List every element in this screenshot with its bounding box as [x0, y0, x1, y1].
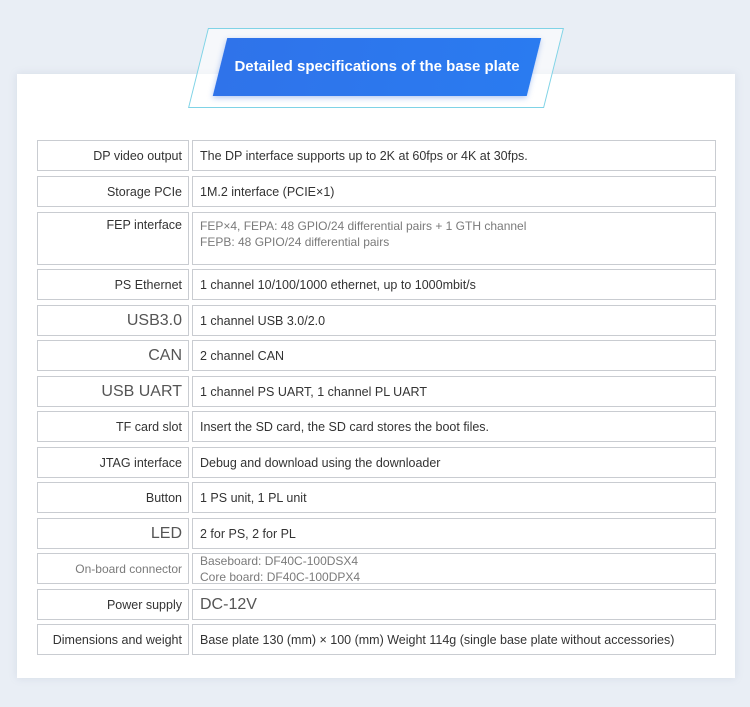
spec-value: 1M.2 interface (PCIE×1) — [192, 176, 716, 207]
spec-label: Power supply — [37, 589, 189, 620]
spec-label: JTAG interface — [37, 447, 189, 478]
table-row — [37, 553, 716, 584]
spec-label: CAN — [37, 340, 189, 371]
table-row — [37, 589, 716, 620]
spec-label: LED — [37, 518, 189, 549]
spec-label: DP video output — [37, 140, 189, 171]
table-row — [37, 518, 716, 549]
spec-label: PS Ethernet — [37, 269, 189, 300]
spec-label: Storage PCIe — [37, 176, 189, 207]
spec-value — [192, 553, 716, 584]
spec-value — [192, 212, 716, 265]
spec-label: On-board connector — [37, 553, 189, 584]
spec-value-line: FEP×4, FEPA: 48 GPIO/24 differential pairs + 1 GTH channel — [200, 219, 527, 233]
table-row — [37, 411, 716, 442]
spec-label: Dimensions and weight — [37, 624, 189, 655]
spec-value: DC-12V — [192, 589, 716, 620]
bottom-strip — [0, 703, 750, 707]
page-title: Detailed specifications of the base plate — [234, 58, 520, 75]
spec-value: Insert the SD card, the SD card stores the boot files. — [192, 411, 716, 442]
spec-label: FEP interface — [37, 212, 189, 265]
table-row — [37, 482, 716, 513]
spec-value: 1 channel 10/100/1000 ethernet, up to 1000mbit/s — [192, 269, 716, 300]
spec-label: TF card slot — [37, 411, 189, 442]
table-row — [37, 140, 716, 171]
title-banner — [198, 28, 554, 108]
table-row — [37, 376, 716, 407]
spec-value: 2 for PS, 2 for PL — [192, 518, 716, 549]
spec-value-line: Baseboard: DF40C-100DSX4 — [200, 553, 359, 568]
spec-value: 1 channel USB 3.0/2.0 — [192, 305, 716, 336]
table-row — [37, 269, 716, 300]
spec-value-line: FEPB: 48 GPIO/24 differential pairs — [200, 235, 390, 249]
spec-value: Debug and download using the downloader — [192, 447, 716, 478]
spec-value: The DP interface supports up to 2K at 60fps or 4K at 30fps. — [192, 140, 716, 171]
spec-label: USB3.0 — [37, 305, 189, 336]
table-row — [37, 305, 716, 336]
table-row — [37, 340, 716, 371]
table-row — [37, 176, 716, 207]
spec-label: USB UART — [37, 376, 189, 407]
table-row — [37, 212, 716, 265]
spec-value: 2 channel CAN — [192, 340, 716, 371]
spec-value-line: Core board: DF40C-100DPX4 — [200, 569, 361, 584]
spec-value: Base plate 130 (mm) × 100 (mm) Weight 114g (single base plate without accessories) — [192, 624, 716, 655]
spec-label: Button — [37, 482, 189, 513]
table-row — [37, 624, 716, 655]
spec-value: 1 PS unit, 1 PL unit — [192, 482, 716, 513]
spec-value: 1 channel PS UART, 1 channel PL UART — [192, 376, 716, 407]
table-row — [37, 447, 716, 478]
